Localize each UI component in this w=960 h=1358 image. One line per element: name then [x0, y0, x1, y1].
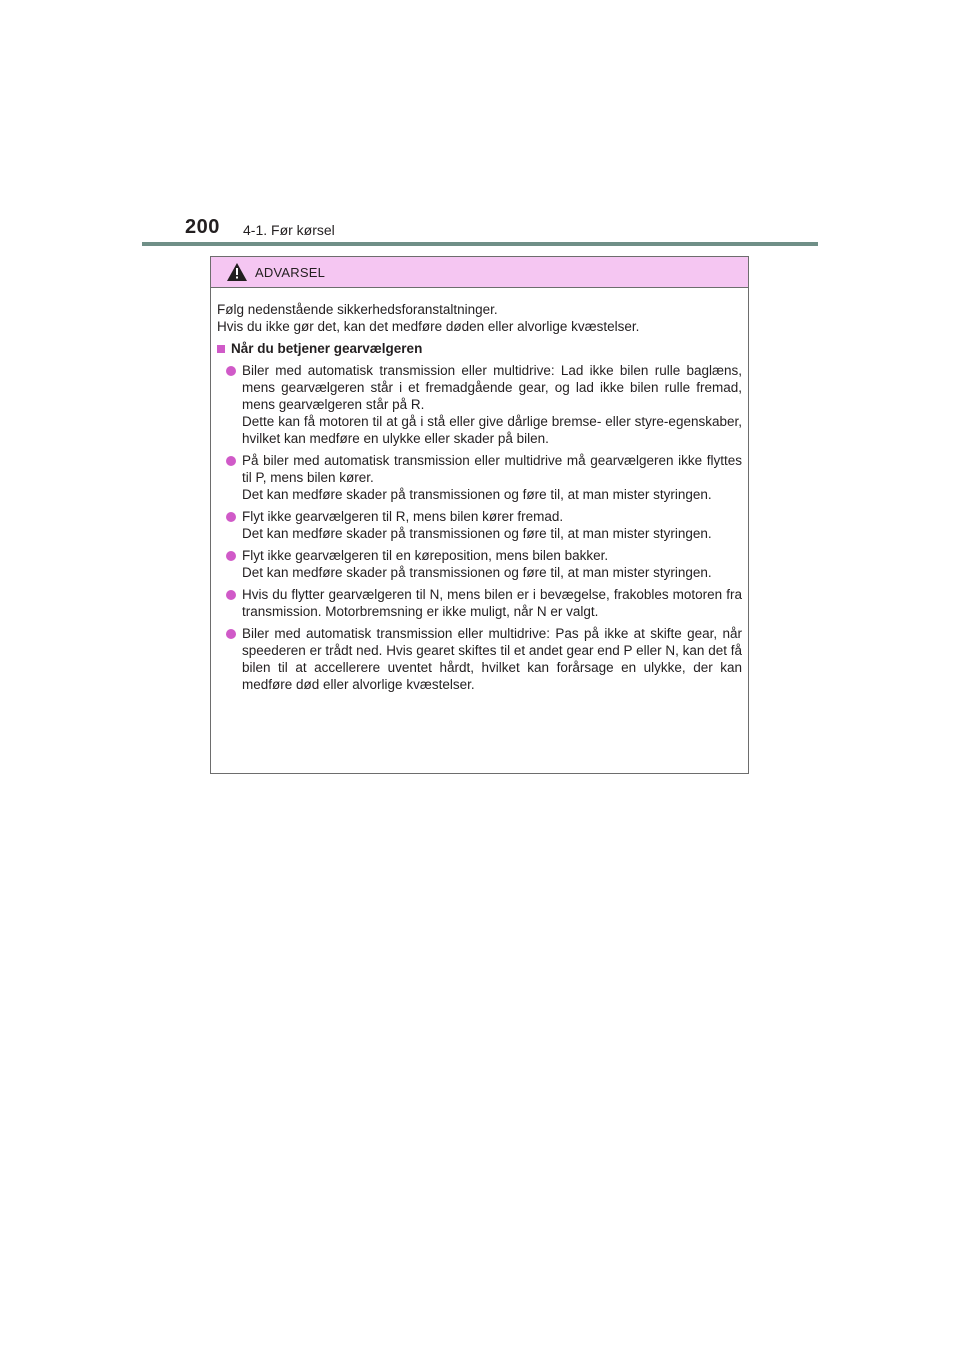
intro-line: Følg nedenstående sikkerhedsforanstaltninger. [217, 302, 498, 317]
warning-header [211, 257, 748, 288]
bullet-list [217, 362, 742, 693]
header-rule [142, 242, 818, 246]
warning-title: ADVARSEL [255, 265, 325, 280]
paragraph: På biler med automatisk transmission eller multidrive må gearvælgeren ikke flyttes til P, mens bilen kører. [242, 453, 742, 485]
bullet-dot-icon [226, 512, 236, 522]
paragraph: Hvis du flytter gearvælgeren til N, mens bilen er i bevægelse, frakobles motoren fra transmission. Motorbremsning er ikke muligt, når N er valgt. [242, 587, 742, 619]
paragraph: Biler med automatisk transmission eller multidrive: Pas på ikke at skifte gear, når speederen er trådt ned. Hvis gearet skiftes til et andet gear end P eller N, kan det få bilen til at accellerere uventet hårdt, hvilket kan forårsage en ulykke, der kan medføre død eller alvorlige kvæstelser. [242, 626, 742, 692]
list-item [217, 452, 742, 503]
list-item [217, 547, 742, 581]
subheading-text: Når du betjener gearvælgeren [231, 341, 423, 356]
paragraph: Biler med automatisk transmission eller multidrive: Lad ikke bilen rulle baglæns, mens gearvælgeren står i et fremadgående gear, og lad ikke bilen rulle fremad, mens gearvælgeren står på R. [242, 363, 742, 412]
page-number: 200 [185, 216, 220, 238]
paragraph: Flyt ikke gearvælgeren til en køreposition, mens bilen bakker. [242, 548, 609, 563]
warning-body [211, 288, 748, 693]
section-title: 4-1. Før kørsel [243, 222, 335, 238]
list-item [217, 586, 742, 620]
bullet-text [242, 547, 742, 581]
paragraph: Det kan medføre skader på transmissionen og føre til, at man mister styringen. [242, 487, 712, 502]
list-item [217, 625, 742, 693]
bullet-dot-icon [226, 590, 236, 600]
subheading [217, 340, 742, 357]
list-item [217, 508, 742, 542]
bullet-text [242, 586, 742, 620]
warning-triangle-icon [227, 263, 247, 281]
intro-line: Hvis du ikke gør det, kan det medføre døden eller alvorlige kvæstelser. [217, 319, 640, 334]
bullet-text [242, 452, 742, 503]
bullet-dot-icon [226, 366, 236, 376]
bullet-dot-icon [226, 551, 236, 561]
paragraph: Det kan medføre skader på transmissionen og føre til, at man mister styringen. [242, 565, 712, 580]
bullet-text [242, 625, 742, 693]
square-bullet-icon [217, 345, 225, 353]
paragraph: Flyt ikke gearvælgeren til R, mens bilen kører fremad. [242, 509, 564, 524]
bullet-dot-icon [226, 629, 236, 639]
paragraph: Dette kan få motoren til at gå i stå eller give dårlige bremse- eller styre-egenskaber, hvilket kan medføre en ulykke eller skader på bilen. [242, 414, 742, 446]
warning-box [210, 256, 749, 774]
bullet-text [242, 508, 742, 542]
bullet-dot-icon [226, 456, 236, 466]
paragraph: Det kan medføre skader på transmissionen og føre til, at man mister styringen. [242, 526, 712, 541]
list-item [217, 362, 742, 447]
bullet-text [242, 362, 742, 447]
